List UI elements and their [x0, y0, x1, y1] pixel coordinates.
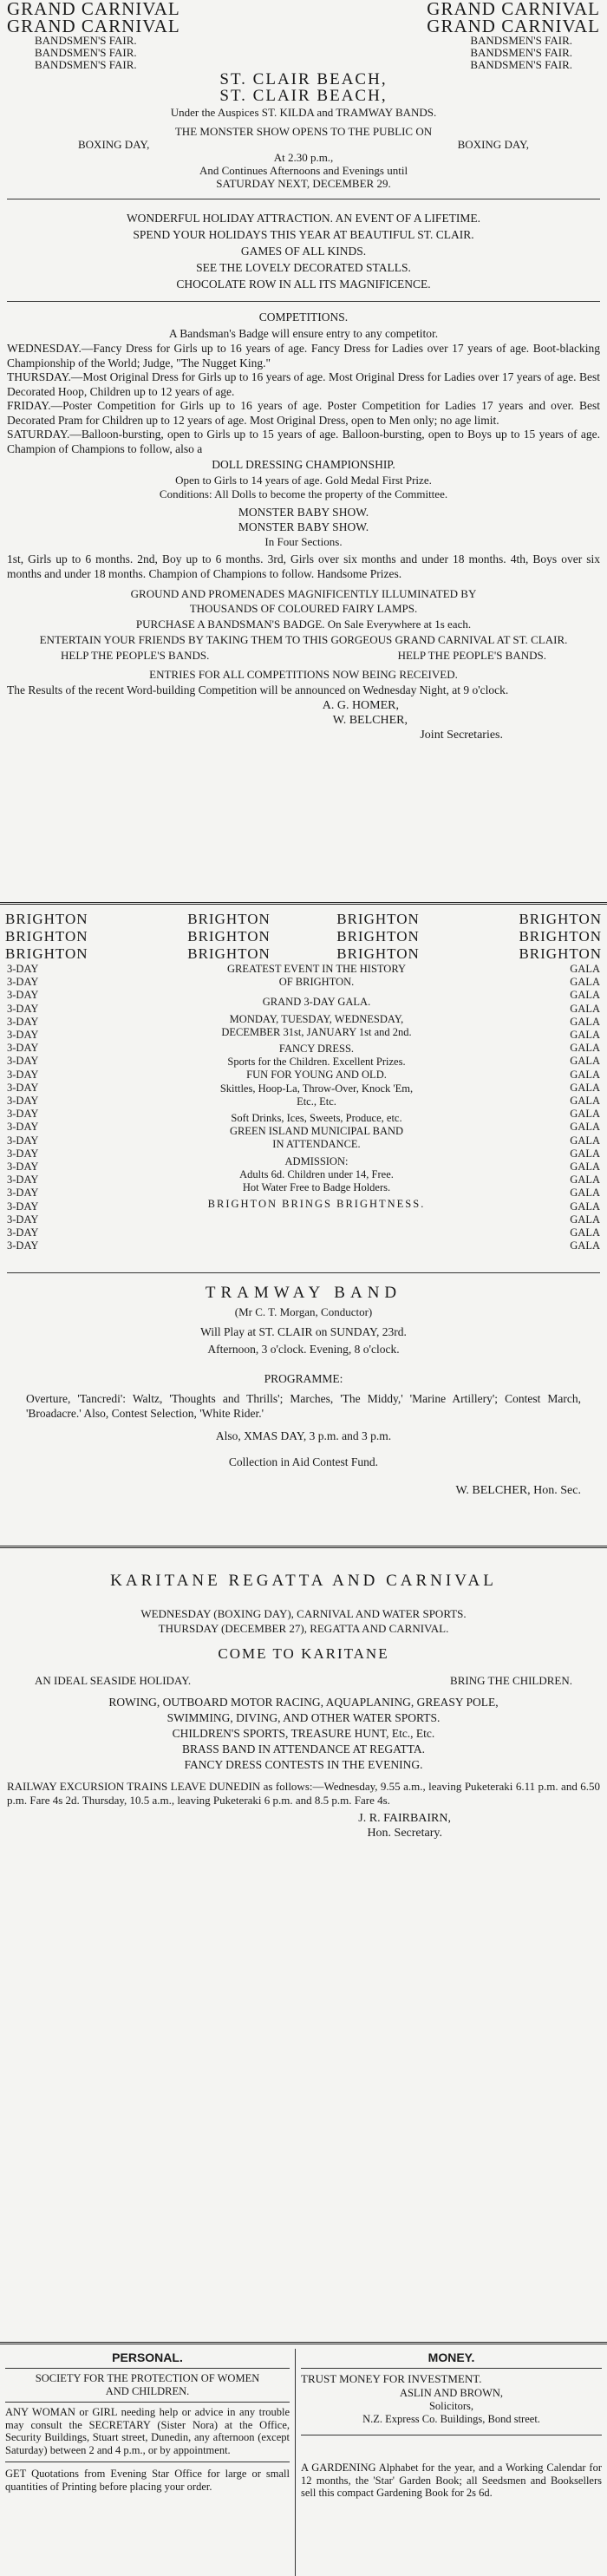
gala-label: GALA — [570, 1187, 600, 1200]
purchase-badge-line: PURCHASE A BANDSMAN'S BADGE. On Sale Everywhere at 1s each. — [135, 618, 472, 631]
karitane-line: SWIMMING, DIVING, AND OTHER WATER SPORTS. — [166, 1711, 441, 1724]
signature-belcher: W. BELCHER, — [332, 713, 408, 727]
brighton-line: Skittles, Hoop-La, Throw-Over, Knock 'Em, — [219, 1082, 414, 1095]
three-day-label: 3-DAY — [7, 1239, 39, 1252]
brighton-word: BRIGHTON — [336, 945, 420, 962]
sections-line: In Four Sections. — [264, 535, 343, 548]
beach-heading: ST. CLAIR BEACH, — [219, 70, 388, 88]
gala-label: GALA — [570, 1108, 600, 1121]
brighton-line: Hot Water Free to Badge Holders. — [242, 1181, 391, 1194]
brighton-line: Adults 6d. Children under 14, Free. — [239, 1167, 394, 1180]
gala-label: GALA — [570, 1147, 600, 1160]
brighton-word: BRIGHTON — [5, 945, 88, 962]
ideal-holiday: AN IDEAL SEASIDE HOLIDAY. — [35, 1674, 192, 1687]
time-line: At 2.30 p.m., — [273, 151, 334, 164]
brighton-line: DECEMBER 31st, JANUARY 1st and 2nd. — [221, 1025, 412, 1038]
brighton-line: FUN FOR YOUNG AND OLD. — [246, 1069, 387, 1082]
any-woman-notice: ANY WOMAN or GIRL needing help or advice in any trouble may consult the SECRETARY (Sister Nora) at the Office, Security Buildings, Stuart street, Dunedin, any afternoon (except Saturday) between 2 and 4 p.m., or by appointment. — [5, 2406, 290, 2456]
fair-left: BANDSMEN'S FAIR. — [35, 34, 137, 47]
gala-label: GALA — [570, 1068, 600, 1081]
times-line: Afternoon, 3 o'clock. Evening, 8 o'clock. — [207, 1343, 400, 1356]
gala-label: GALA — [570, 1015, 600, 1028]
brighton-word: BRIGHTON — [519, 945, 602, 962]
signature-homer: A. G. HOMER, — [322, 698, 399, 712]
brighton-word: BRIGHTON — [519, 911, 602, 927]
brighton-word: BRIGHTON — [187, 945, 271, 962]
karitane-line: BRASS BAND IN ATTENDANCE AT REGATTA. — [182, 1742, 425, 1755]
gala-label: GALA — [570, 1161, 600, 1174]
three-day-label: 3-DAY — [7, 989, 39, 1002]
wednesday-line: WEDNESDAY (BOXING DAY), CARNIVAL AND WATER SPORTS. — [140, 1607, 467, 1620]
gala-label: GALA — [570, 1095, 600, 1108]
classified-columns — [0, 2349, 607, 2576]
gardening-notice: A GARDENING Alphabet for the year, and a Working Calendar for 12 months, the 'Star' Garden Book; all Seedsmen and Booksellers sell this compact Gardening Book for 2s 6d. — [301, 2462, 602, 2499]
gala-label: GALA — [570, 989, 600, 1002]
aslin-brown: ASLIN AND BROWN, — [399, 2387, 504, 2399]
grounds-line: GROUND AND PROMENADES MAGNIFICENTLY ILLUMINATED BY — [130, 587, 477, 600]
brighton-word: BRIGHTON — [336, 911, 420, 927]
brighton-line: Soft Drinks, Ices, Sweets, Produce, etc. — [231, 1112, 402, 1125]
three-day-label: 3-DAY — [7, 1161, 39, 1174]
results-line: The Results of the recent Word-building Competition will be announced on Wednesday Night, at 9 o'clock. — [7, 683, 509, 696]
brighton-word: BRIGHTON — [5, 911, 88, 927]
fair-left: BANDSMEN'S FAIR. — [35, 46, 137, 59]
carnival-heading-right: GRAND CARNIVAL — [427, 16, 600, 36]
help-bands-right: HELP THE PEOPLE'S BANDS. — [397, 649, 546, 662]
beach-heading: ST. CLAIR BEACH, — [219, 87, 388, 105]
brighton-line: GRAND 3-DAY GALA. — [262, 996, 371, 1009]
tramway-title: TRAMWAY BAND — [205, 1284, 402, 1302]
thursday-line: THURSDAY (DECEMBER 27), REGATTA AND CARNIVAL. — [158, 1622, 449, 1635]
carnival-heading-right: GRAND CARNIVAL — [427, 0, 600, 19]
competitions-heading: COMPETITIONS. — [258, 311, 349, 324]
brighton-line: GREEN ISLAND MUNICIPAL BAND — [229, 1125, 404, 1138]
play-line: Will Play at ST. CLAIR on SUNDAY, 23rd. — [200, 1325, 407, 1338]
gala-label: GALA — [570, 976, 600, 989]
karitane-line: FANCY DRESS CONTESTS IN THE EVENING. — [184, 1758, 423, 1771]
money-column — [296, 2349, 607, 2576]
brighton-word: BRIGHTON — [5, 928, 88, 945]
solicitors-line: Solicitors, — [428, 2400, 474, 2412]
boxing-day-right: BOXING DAY, — [457, 138, 529, 151]
three-day-label: 3-DAY — [7, 1226, 39, 1239]
tramway-band-ad — [0, 1284, 607, 1498]
baby-show-details: 1st, Girls up to 6 months. 2nd, Boy up to 6 months. 3rd, Girls over six months and under 18 months. 4th, Boys over six months and under 18 months. Champion of Champions to follow. Handsome Prizes. — [7, 552, 600, 580]
brighton-line: BRIGHTON BRINGS BRIGHTNESS. — [207, 1198, 426, 1211]
doll-open-line: Open to Girls to 14 years of age. Gold Medal First Prize. — [175, 474, 432, 487]
brighton-line: Etc., Etc. — [297, 1095, 336, 1108]
gala-label: GALA — [570, 1239, 600, 1252]
collection-line: Collection in Aid Contest Fund. — [228, 1455, 379, 1468]
brighton-word: BRIGHTON — [519, 928, 602, 945]
gala-label: GALA — [570, 1002, 600, 1015]
three-day-label: 3-DAY — [7, 1200, 39, 1213]
karitane-regatta-ad — [0, 1572, 607, 1840]
brighton-line: ADMISSION: — [284, 1154, 349, 1167]
railway-excursion: RAILWAY EXCURSION TRAINS LEAVE DUNEDIN as follows:—Wednesday, 9.55 a.m., leaving Puketeraki 6.11 p.m. and 6.50 p.m. Fare 4s 2d. Thursday, 10.5 a.m., leaving Puketeraki 6 p.m. and 8.5 p.m. Fare 4s. — [7, 1780, 600, 1807]
joint-secretaries: Joint Secretaries. — [420, 728, 503, 742]
conductor-line: (Mr C. T. Morgan, Conductor) — [234, 1305, 373, 1318]
gala-label: GALA — [570, 1174, 600, 1187]
grand-carnival-ad — [0, 0, 607, 742]
thursday-competitions: THURSDAY.—Most Original Dress for Girls up to 16 years of age. Most Original Dress for Ladies over 17 years of age. Best Decorated Hoop, Children up to 12 years of age. — [7, 370, 600, 398]
society-heading: SOCIETY FOR THE PROTECTION OF WOMEN AND CHILDREN. — [35, 2372, 260, 2397]
saturday-competitions: SATURDAY.—Balloon-bursting, open to Girls up to 15 years of age. Balloon-bursting, open to Boys up to 15 years of age. Champion of Champions to follow, also a — [7, 428, 600, 455]
auspices-line: Under the Auspices ST. KILDA and TRAMWAY BANDS. — [170, 106, 437, 119]
attraction-line: GAMES OF ALL KINDS. — [240, 245, 367, 258]
gala-label: GALA — [570, 1121, 600, 1134]
baby-show-heading: MONSTER BABY SHOW. — [238, 520, 369, 533]
saturday-line: SATURDAY NEXT, DECEMBER 29. — [216, 177, 391, 190]
quotations-notice: GET Quotations from Evening Star Office for large or small quantities of Printing before placing your order. — [5, 2468, 290, 2493]
three-day-label: 3-DAY — [7, 1147, 39, 1160]
brighton-word: BRIGHTON — [187, 911, 271, 927]
gala-label: GALA — [570, 963, 600, 975]
fair-right: BANDSMEN'S FAIR. — [470, 46, 572, 59]
brighton-line: FANCY DRESS. — [278, 1043, 355, 1056]
brighton-line: GREATEST EVENT IN THE HISTORY — [226, 963, 407, 975]
trust-money-heading: TRUST MONEY FOR INVESTMENT. — [301, 2372, 482, 2385]
gala-label: GALA — [570, 1055, 600, 1068]
brighton-line: MONDAY, TUESDAY, WEDNESDAY, — [229, 1012, 404, 1025]
karitane-line: CHILDREN'S SPORTS, TREASURE HUNT, Etc., Etc. — [172, 1727, 435, 1740]
brighton-gala-ad — [0, 911, 607, 1252]
three-day-label: 3-DAY — [7, 1068, 39, 1081]
programme-details: Overture, 'Tancredi': Waltz, 'Thoughts and Thrills'; Marches, 'The Middy,' 'Marine Artillery'; Contest March, 'Broadacre.' Also, Contest Selection, 'White Rider.' — [26, 1392, 581, 1420]
boxing-day-left: BOXING DAY, — [78, 138, 150, 151]
attraction-line: SEE THE LOVELY DECORATED STALLS. — [196, 261, 411, 274]
fairbairn-signature: J. R. FAIRBAIRN, — [358, 1812, 451, 1825]
karitane-title: KARITANE REGATTA AND CARNIVAL — [110, 1572, 497, 1590]
entertain-line: ENTERTAIN YOUR FRIENDS BY TAKING THEM TO THIS GORGEOUS GRAND CARNIVAL AT ST. CLAIR. — [39, 633, 568, 646]
three-day-label: 3-DAY — [7, 1121, 39, 1134]
gala-label: GALA — [570, 1226, 600, 1239]
three-day-label: 3-DAY — [7, 1095, 39, 1108]
friday-competitions: FRIDAY.—Poster Competition for Girls up to 16 years of age. Poster Competition for Ladies 17 years and over. Best Decorated Pram for Children up to 12 years of age. Most Original Dress, open to Men only; no age limit. — [7, 399, 600, 427]
carnival-heading-left: GRAND CARNIVAL — [7, 16, 180, 36]
xmas-line: Also, XMAS DAY, 3 p.m. and 3 p.m. — [215, 1429, 392, 1442]
personal-column — [0, 2349, 295, 2576]
three-day-label: 3-DAY — [7, 1174, 39, 1187]
wednesday-competitions: WEDNESDAY.—Fancy Dress for Girls up to 16 years of age. Fancy Dress for Ladies over 17 years of age. Boot-blacking Championship of the World; Judge, "The Nugget King." — [7, 342, 600, 369]
three-day-label: 3-DAY — [7, 1108, 39, 1121]
come-to-karitane: COME TO KARITANE — [218, 1645, 389, 1662]
gala-label: GALA — [570, 1213, 600, 1226]
three-day-label: 3-DAY — [7, 1042, 39, 1055]
address-line: N.Z. Express Co. Buildings, Bond street. — [362, 2413, 540, 2425]
personal-heading: PERSONAL. — [112, 2350, 183, 2364]
fair-right: BANDSMEN'S FAIR. — [470, 34, 572, 47]
brighton-word: BRIGHTON — [187, 928, 271, 945]
tramway-signature: W. BELCHER, Hon. Sec. — [455, 1484, 581, 1497]
three-day-label: 3-DAY — [7, 1029, 39, 1042]
fair-right: BANDSMEN'S FAIR. — [470, 58, 572, 71]
programme-heading: PROGRAMME: — [264, 1372, 343, 1385]
three-day-label: 3-DAY — [7, 1055, 39, 1068]
three-day-label: 3-DAY — [7, 976, 39, 989]
bring-children: BRING THE CHILDREN. — [450, 1674, 572, 1687]
three-day-label: 3-DAY — [7, 963, 39, 975]
brighton-line: Sports for the Children. Excellent Prizes. — [227, 1056, 406, 1069]
monster-show-line: THE MONSTER SHOW OPENS TO THE PUBLIC ON — [174, 125, 433, 138]
gala-label: GALA — [570, 1029, 600, 1042]
brighton-word: BRIGHTON — [336, 928, 420, 945]
doll-conditions-line: Conditions: All Dolls to become the property of the Committee. — [159, 487, 448, 500]
three-day-label: 3-DAY — [7, 1002, 39, 1015]
three-day-label: 3-DAY — [7, 1187, 39, 1200]
brighton-line: OF BRIGHTON. — [278, 976, 355, 989]
three-day-label: 3-DAY — [7, 1134, 39, 1147]
three-day-label: 3-DAY — [7, 1015, 39, 1028]
three-day-column — [7, 963, 85, 1252]
gala-column — [548, 963, 600, 1252]
entries-line: ENTRIES FOR ALL COMPETITIONS NOW BEING RECEIVED. — [149, 668, 458, 681]
continues-line: And Continues Afternoons and Evenings until — [199, 164, 408, 177]
help-bands-left: HELP THE PEOPLE'S BANDS. — [61, 649, 210, 662]
gala-label: GALA — [570, 1081, 600, 1094]
baby-show-heading: MONSTER BABY SHOW. — [238, 506, 369, 519]
gala-label: GALA — [570, 1134, 600, 1147]
three-day-label: 3-DAY — [7, 1213, 39, 1226]
karitane-line: ROWING, OUTBOARD MOTOR RACING, AQUAPLANING, GREASY POLE, — [108, 1696, 499, 1709]
brighton-body — [85, 963, 548, 1252]
doll-dressing-heading: DOLL DRESSING CHAMPIONSHIP. — [212, 458, 395, 471]
attraction-line: CHOCOLATE ROW IN ALL ITS MAGNIFICENCE. — [176, 278, 431, 291]
three-day-label: 3-DAY — [7, 1081, 39, 1094]
brighton-line: IN ATTENDANCE. — [272, 1138, 361, 1151]
carnival-heading-left: GRAND CARNIVAL — [7, 0, 180, 19]
hon-secretary: Hon. Secretary. — [367, 1827, 442, 1840]
money-heading: MONEY. — [428, 2350, 475, 2364]
gala-label: GALA — [570, 1200, 600, 1213]
gala-label: GALA — [570, 1042, 600, 1055]
attraction-line: SPEND YOUR HOLIDAYS THIS YEAR AT BEAUTIFUL ST. CLAIR. — [133, 228, 474, 241]
badge-entry-line: A Bandsman's Badge will ensure entry to any competitor. — [168, 327, 439, 340]
grounds-line: THOUSANDS OF COLOURED FAIRY LAMPS. — [189, 602, 418, 615]
fair-left: BANDSMEN'S FAIR. — [35, 58, 137, 71]
attraction-line: WONDERFUL HOLIDAY ATTRACTION. AN EVENT OF A LIFETIME. — [126, 212, 481, 225]
